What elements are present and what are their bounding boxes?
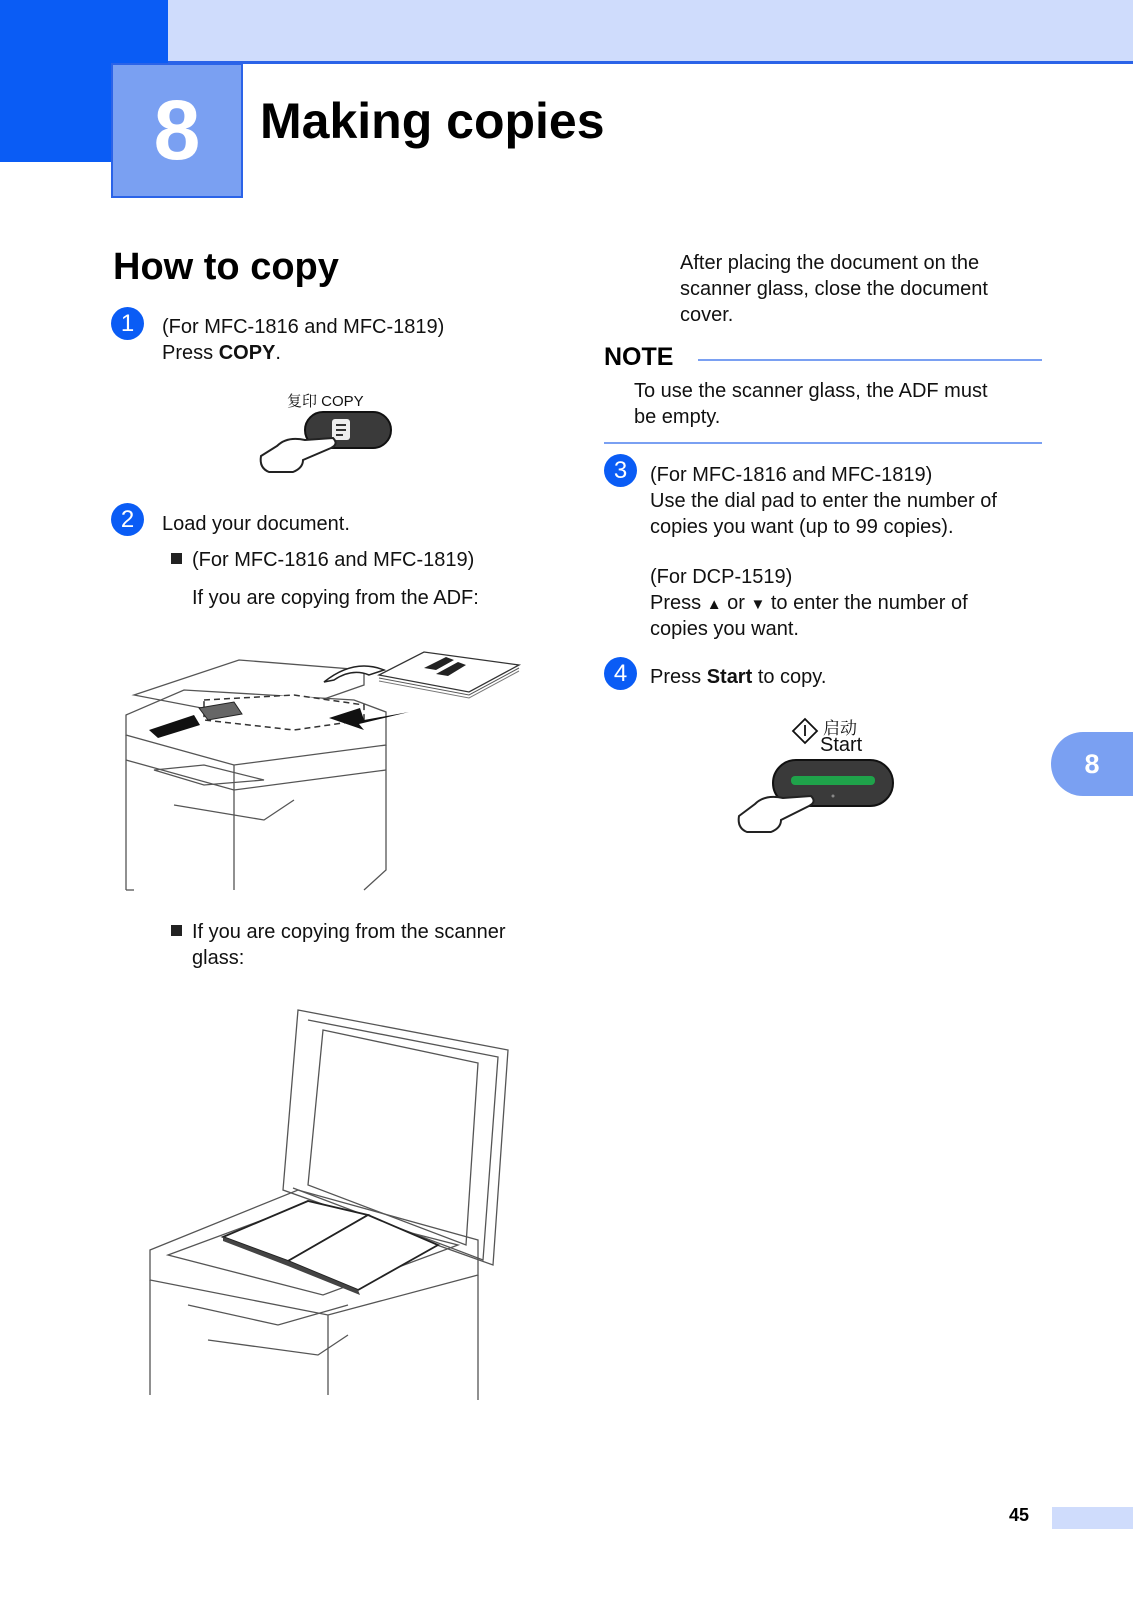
document-stack bbox=[379, 652, 519, 698]
step-4-press: Press bbox=[650, 666, 707, 688]
step-3-line6: copies you want. bbox=[650, 618, 799, 640]
note-title: NOTE bbox=[604, 343, 674, 371]
scanner-glass-illustration bbox=[148, 1005, 518, 1405]
side-tab-number: 8 bbox=[1084, 748, 1100, 779]
step-3-number: 3 bbox=[613, 456, 628, 484]
header-band bbox=[0, 0, 1133, 62]
bullet-1-line1: (For MFC-1816 and MFC-1819) bbox=[192, 549, 475, 571]
step-2-text: Load your document. bbox=[162, 513, 350, 535]
step-4-marker bbox=[604, 657, 637, 690]
start-caption-en: Start bbox=[820, 734, 863, 756]
bullet-2-line1: If you are copying from the scanner bbox=[192, 921, 506, 943]
page-number: 45 bbox=[1009, 1505, 1030, 1525]
chapter-title: Making copies bbox=[260, 93, 605, 149]
left-arrow-icon bbox=[149, 715, 200, 738]
down-arrow-icon: ▼ bbox=[750, 596, 766, 613]
continuation-line-3: cover. bbox=[680, 304, 734, 326]
step-2-number: 2 bbox=[120, 505, 135, 533]
bullet-1-line2: If you are copying from the ADF: bbox=[192, 587, 479, 609]
curved-arrow-icon bbox=[324, 666, 384, 682]
step-3-line5 bbox=[650, 590, 968, 618]
step-1-line2 bbox=[162, 340, 281, 366]
step-3-line2: Use the dial pad to enter the number of bbox=[650, 490, 997, 512]
step-3-line3: copies you want (up to 99 copies). bbox=[650, 516, 954, 538]
step-3-line1: (For MFC-1816 and MFC-1819) bbox=[650, 464, 933, 486]
continuation-line-1: After placing the document on the bbox=[680, 252, 980, 274]
step-2-marker bbox=[111, 503, 144, 536]
note-rule-bottom bbox=[604, 442, 1042, 444]
footer-accent-bar bbox=[1052, 1507, 1133, 1529]
copy-button-illustration bbox=[255, 408, 395, 483]
start-button-illustration bbox=[735, 756, 900, 836]
chapter-number: 8 bbox=[153, 83, 201, 177]
step-1-marker bbox=[111, 307, 144, 340]
start-caption-cn: 启动 bbox=[823, 719, 857, 738]
step-1-line1: (For MFC-1816 and MFC-1819) bbox=[162, 316, 445, 338]
step-4-text bbox=[650, 664, 826, 690]
step-3-line4: (For DCP-1519) bbox=[650, 566, 793, 588]
note-rule-top bbox=[698, 359, 1042, 361]
step-3-line5-rest: to enter the number of bbox=[765, 592, 968, 614]
start-diamond-icon bbox=[790, 716, 820, 746]
continuation-line-2: scanner glass, close the document bbox=[680, 278, 988, 300]
step-1-copy-key: COPY bbox=[218, 342, 276, 364]
step-1-press: Press bbox=[162, 342, 219, 364]
pointing-hand-icon bbox=[739, 796, 814, 832]
section-title: How to copy bbox=[113, 246, 339, 288]
step-3-press: Press bbox=[650, 592, 707, 614]
up-arrow-icon: ▲ bbox=[706, 596, 722, 613]
header-rule bbox=[168, 61, 1133, 64]
note-line-2: be empty. bbox=[634, 406, 721, 428]
step-4-number: 4 bbox=[613, 659, 628, 687]
bullet-2 bbox=[171, 925, 182, 936]
chapter-side-tab bbox=[1051, 732, 1133, 796]
bullet-2-line2: glass: bbox=[192, 947, 245, 969]
step-4-start-key: Start bbox=[706, 666, 753, 688]
bullet-1 bbox=[171, 553, 182, 564]
step-1-number: 1 bbox=[120, 309, 135, 337]
adf-loading-illustration bbox=[124, 640, 534, 895]
copy-button-caption: 复印 COPY bbox=[287, 393, 364, 410]
step-1-period: . bbox=[275, 342, 281, 364]
step-3-marker bbox=[604, 454, 637, 487]
pointing-hand-icon bbox=[261, 438, 336, 472]
step-3-or: or bbox=[721, 592, 751, 614]
step-4-suffix: to copy. bbox=[752, 666, 827, 688]
start-led-bar bbox=[791, 776, 875, 785]
chapter-number-box bbox=[111, 63, 243, 198]
note-line-1: To use the scanner glass, the ADF must bbox=[634, 380, 988, 402]
